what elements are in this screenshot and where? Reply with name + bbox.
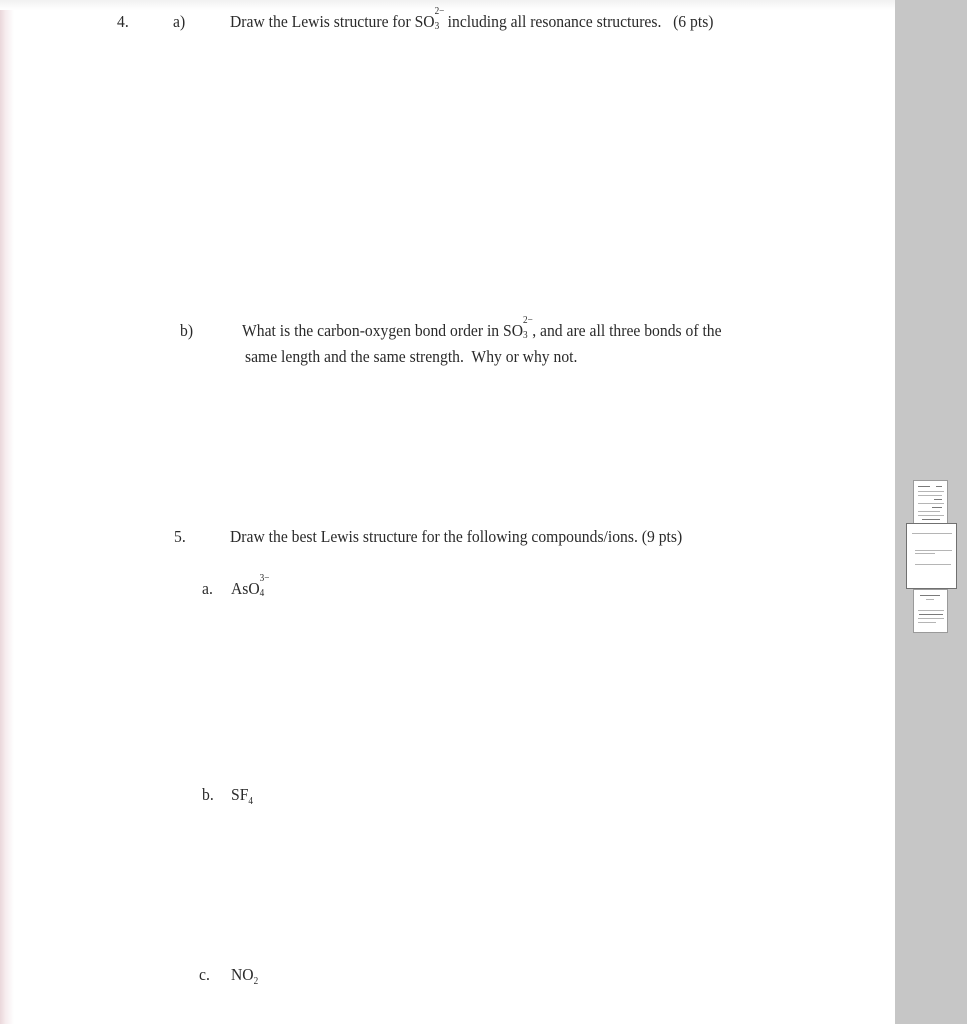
page-thumbnail-1[interactable] (913, 480, 948, 525)
question-5c-formula-base: NO (231, 965, 254, 984)
question-5a-formula-base: AsO (231, 579, 260, 598)
question-4a-text-part1: Draw the Lewis structure for SO (230, 12, 435, 31)
question-5b-formula (231, 785, 253, 805)
question-5a-formula (231, 573, 270, 599)
page-edge-shadow (0, 0, 14, 1024)
question-4b-line1 (242, 315, 722, 341)
question-4a-text-part2: including all resonance structures. (6 pts) (443, 12, 714, 31)
question-4b-line2: same length and the same strength. Why or why not. (245, 347, 578, 366)
question-5c-subscript: 2 (253, 976, 259, 987)
question-4a-charge: 2− (434, 6, 445, 17)
question-5b-formula-base: SF (231, 785, 249, 804)
question-4a-label: a) (173, 12, 186, 31)
question-5-number: 5. (174, 527, 186, 546)
question-5b-subscript: 4 (248, 796, 254, 807)
question-5b-label: b. (202, 785, 214, 804)
question-4-number: 4. (117, 12, 129, 31)
question-4b-text-part1: What is the carbon-oxygen bond order in SO (242, 321, 524, 340)
question-5-text: Draw the best Lewis structure for the following compounds/ions. (9 pts) (230, 527, 683, 546)
question-5c-formula (231, 965, 258, 985)
page-top-shadow (0, 0, 895, 10)
question-5a-charge: 3− (259, 573, 270, 584)
question-4b-text-part2: , and are all three bonds of the (532, 321, 722, 340)
question-4a-text (230, 6, 714, 32)
question-5a-label: a. (202, 579, 213, 598)
question-4b-charge: 2− (523, 315, 533, 326)
question-4a-subscript: 3 (434, 21, 440, 32)
question-5a-subscript: 4 (259, 588, 265, 599)
page-thumbnail-2-current[interactable] (906, 523, 957, 589)
page-thumbnail-3[interactable] (913, 589, 948, 633)
page-thumbnail-sidebar[interactable] (895, 0, 967, 1024)
question-5c-label: c. (199, 965, 210, 984)
question-4b-subscript: 3 (523, 330, 528, 341)
question-4b-label: b) (180, 321, 194, 340)
